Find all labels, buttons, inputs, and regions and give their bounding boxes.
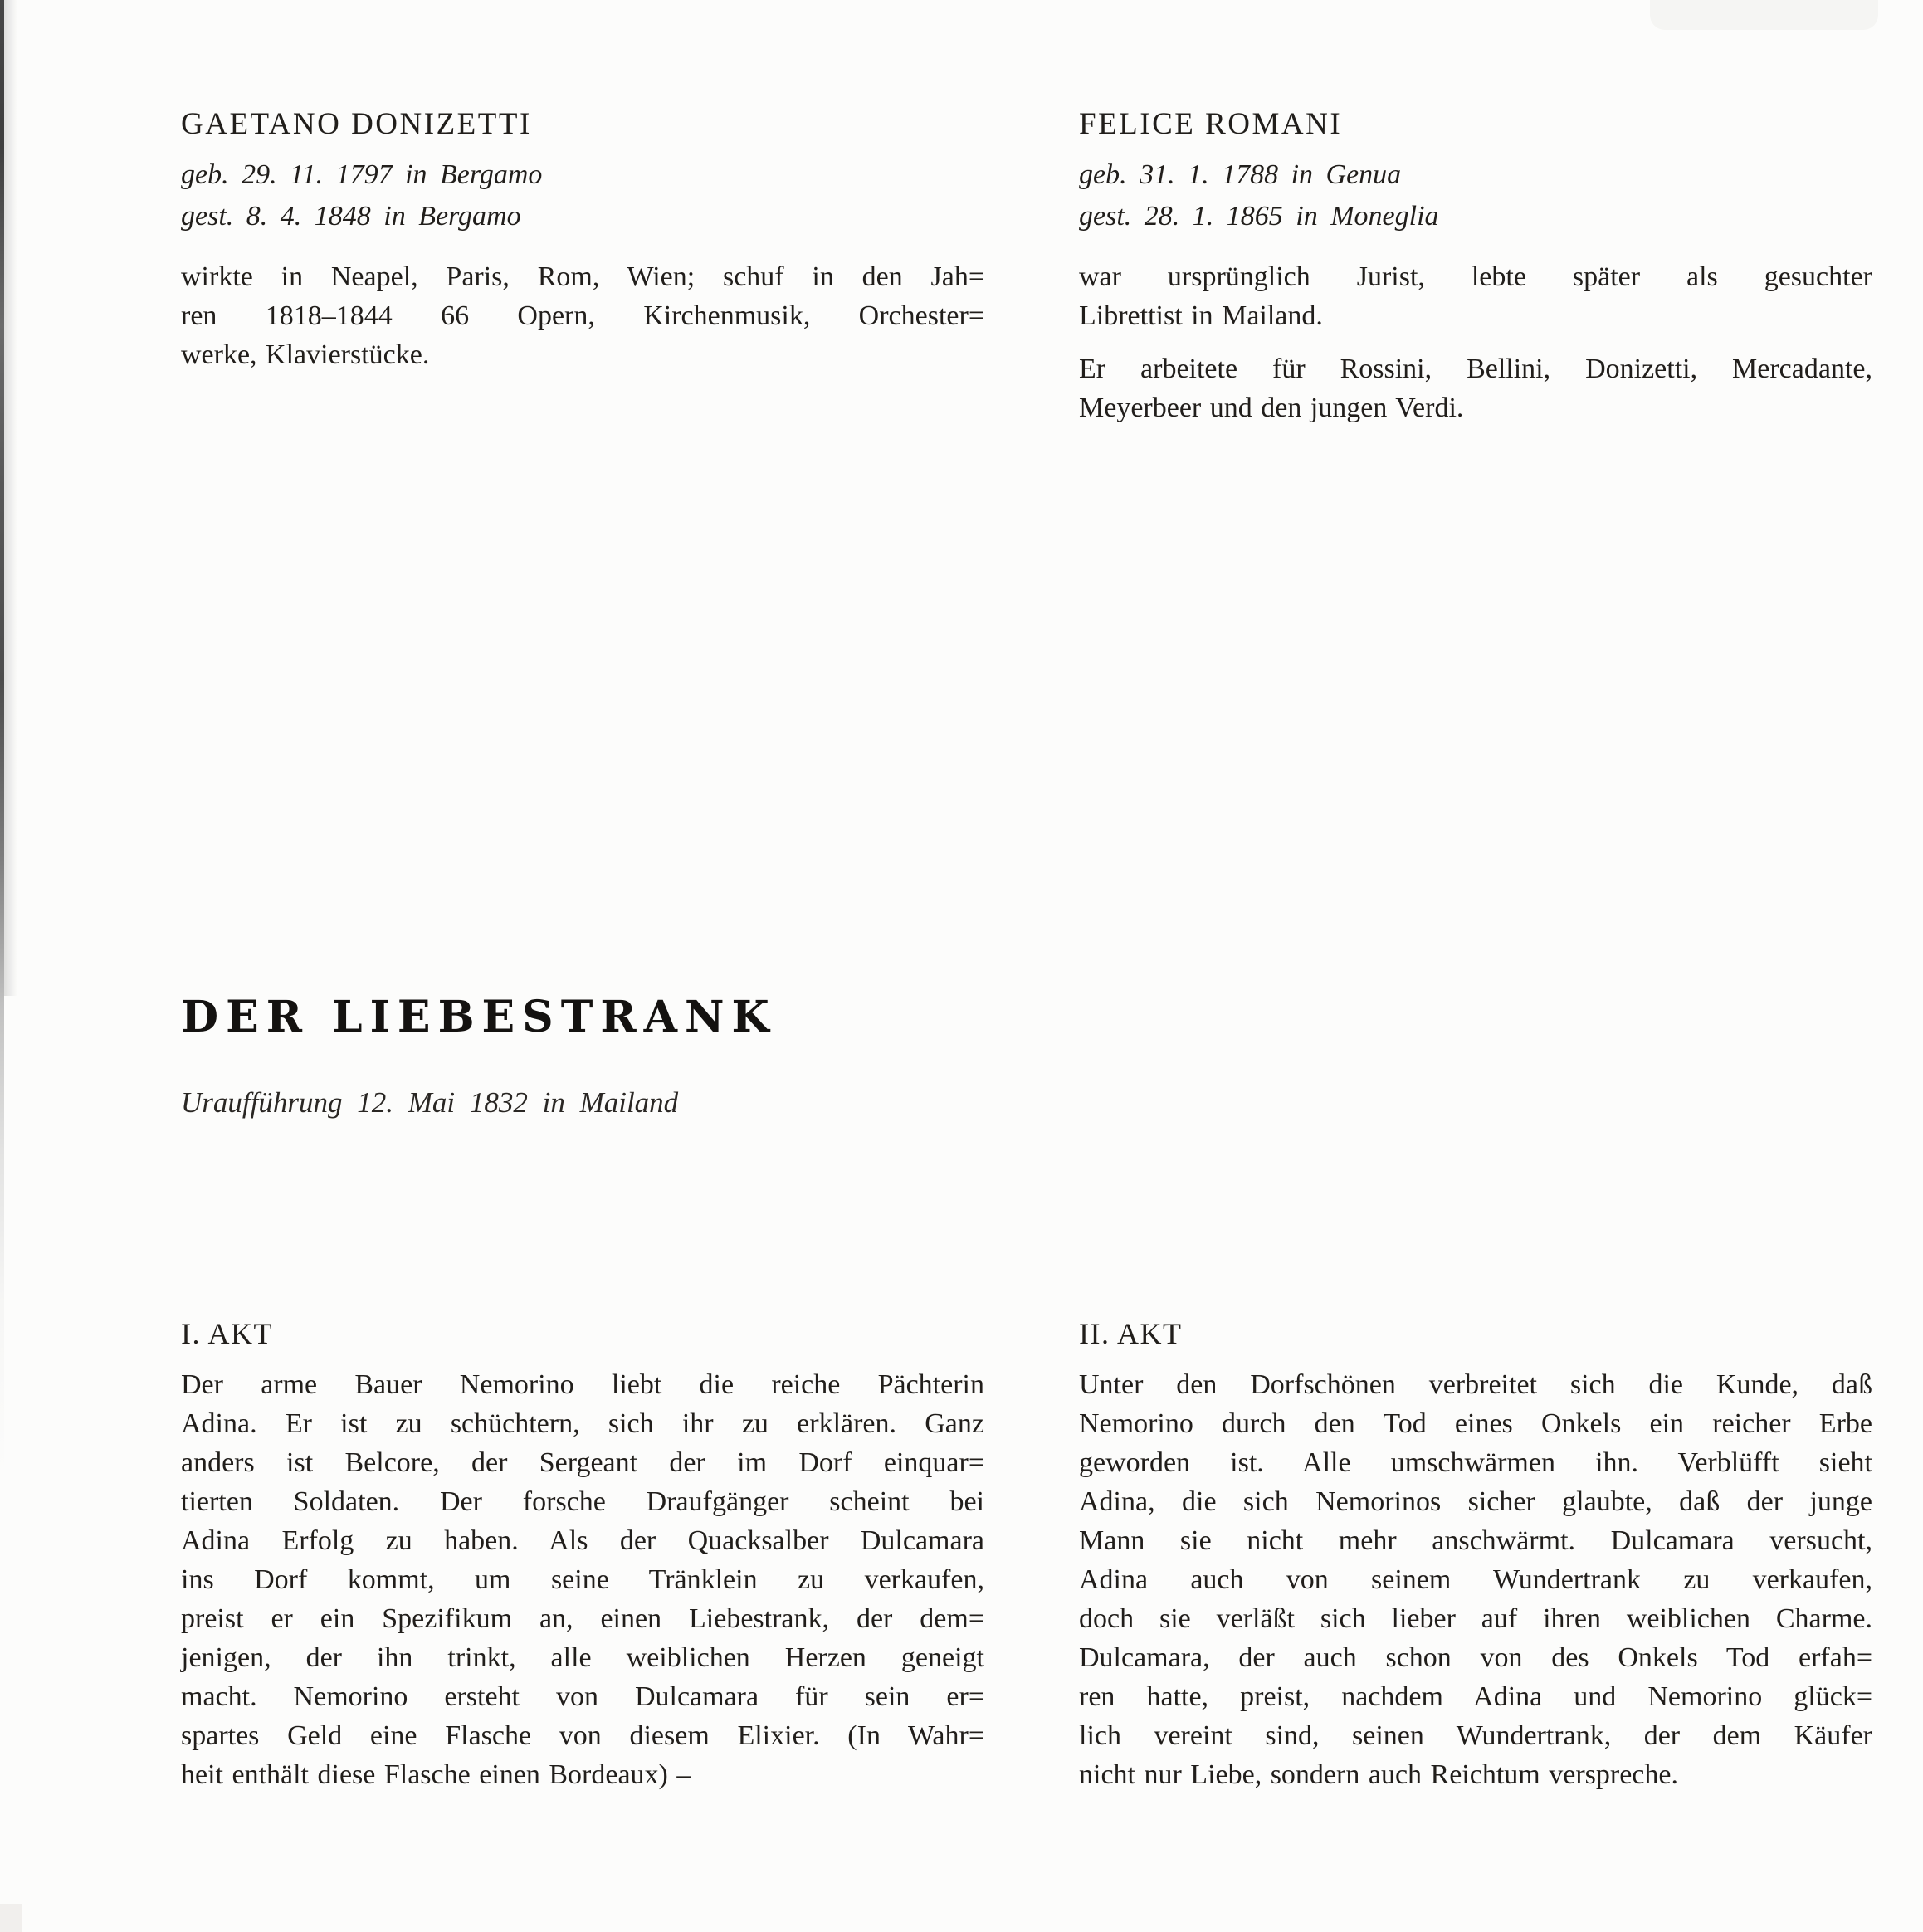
act1-line: tierten Soldaten. Der forsche Draufgänger scheint bei <box>181 1486 984 1517</box>
act2-line: Unter den Dorfschönen verbreitet sich die Kunde, daß <box>1079 1369 1872 1400</box>
premiere-note: Uraufführung 12. Mai 1832 in Mailand <box>181 1086 679 1119</box>
act2-line: nicht nur Liebe, sondern auch Reichtum verspreche. <box>1079 1759 1678 1790</box>
composer-born: geb. 29. 11. 1797 in Bergamo <box>181 159 543 190</box>
act2-line: lich vereint sind, seinen Wundertrank, der dem Käufer <box>1079 1720 1872 1751</box>
title-block <box>181 993 1343 1120</box>
librettist-name: FELICE ROMANI <box>1079 107 1343 141</box>
bio-line: Meyerbeer und den jungen Verdi. <box>1079 393 1464 423</box>
bio-line: ren 1818–1844 66 Opern, Kirchenmusik, Orchester= <box>181 300 984 331</box>
act2-line: Adina auch von seinem Wundertrank zu verkaufen, <box>1079 1564 1872 1595</box>
act1-section <box>181 1315 984 1794</box>
scan-gutter-shadow <box>4 0 17 996</box>
page-title: DER LIEBESTRANK <box>181 992 777 1042</box>
bio-line: Librettist in Mailand. <box>1079 300 1323 331</box>
act1-heading: I. AKT <box>181 1317 273 1350</box>
act1-line: Adina. Er ist zu schüchtern, sich ihr zu erklären. Ganz <box>181 1408 984 1439</box>
scan-smudge-bottom-left <box>0 1904 22 1932</box>
bio-line: war ursprünglich Jurist, lebte später als gesuchter <box>1079 261 1872 292</box>
composer-died: gest. 8. 4. 1848 in Bergamo <box>181 201 521 232</box>
bio-line: werke, Klavierstücke. <box>181 339 430 370</box>
act1-line: Adina Erfolg zu haben. Als der Quacksalber Dulcamara <box>181 1525 984 1556</box>
bio-line: wirkte in Neapel, Paris, Rom, Wien; schuf in den Jah= <box>181 261 984 292</box>
librettist-vita <box>1079 154 1872 237</box>
act2-synopsis <box>1079 1365 1872 1794</box>
librettist-bio-text-2 <box>1079 349 1872 427</box>
act1-line: heit enthält diese Flasche einen Bordeaux) – <box>181 1759 691 1790</box>
act1-line: Der arme Bauer Nemorino liebt die reiche Pächterin <box>181 1369 984 1400</box>
act1-line: jenigen, der ihn trinkt, alle weiblichen Herzen geneigt <box>181 1642 984 1673</box>
act1-synopsis <box>181 1365 984 1794</box>
composer-bio <box>181 106 984 374</box>
act2-heading: II. AKT <box>1079 1317 1183 1350</box>
bio-line: Er arbeitete für Rossini, Bellini, Donizetti, Mercadante, <box>1079 354 1872 384</box>
act2-line: Adina, die sich Nemorinos sicher glaubte, daß der junge <box>1079 1486 1872 1517</box>
act2-section <box>1079 1315 1872 1794</box>
act1-line: preist er ein Spezifikum an, einen Liebestrank, der dem= <box>181 1603 984 1634</box>
act2-line: Mann sie nicht mehr anschwärmt. Dulcamara versucht, <box>1079 1525 1872 1556</box>
act2-line: Dulcamara, der auch schon von des Onkels Tod erfah= <box>1079 1642 1872 1673</box>
act2-line: Nemorino durch den Tod eines Onkels ein reicher Erbe <box>1079 1408 1872 1439</box>
librettist-born: geb. 31. 1. 1788 in Genua <box>1079 159 1402 190</box>
librettist-bio-text-1 <box>1079 257 1872 335</box>
act2-line: doch sie verläßt sich lieber auf ihren weiblichen Charme. <box>1079 1603 1872 1634</box>
act1-line: spartes Geld eine Flasche von diesem Elixier. (In Wahr= <box>181 1720 984 1751</box>
act2-line: ren hatte, preist, nachdem Adina und Nemorino glück= <box>1079 1681 1872 1712</box>
act1-line: ins Dorf kommt, um seine Tränklein zu verkaufen, <box>181 1564 984 1595</box>
librettist-bio <box>1079 106 1872 427</box>
composer-vita <box>181 154 984 237</box>
composer-bio-text <box>181 257 984 374</box>
act2-line: geworden ist. Alle umschwärmen ihn. Verblüfft sieht <box>1079 1447 1872 1478</box>
act1-line: anders ist Belcore, der Sergeant der im Dorf einquar= <box>181 1447 984 1478</box>
act1-line: macht. Nemorino ersteht von Dulcamara für sein er= <box>181 1681 984 1712</box>
scan-smudge-top-right <box>1650 0 1878 30</box>
composer-name: GAETANO DONIZETTI <box>181 107 532 141</box>
librettist-died: gest. 28. 1. 1865 in Moneglia <box>1079 201 1439 232</box>
